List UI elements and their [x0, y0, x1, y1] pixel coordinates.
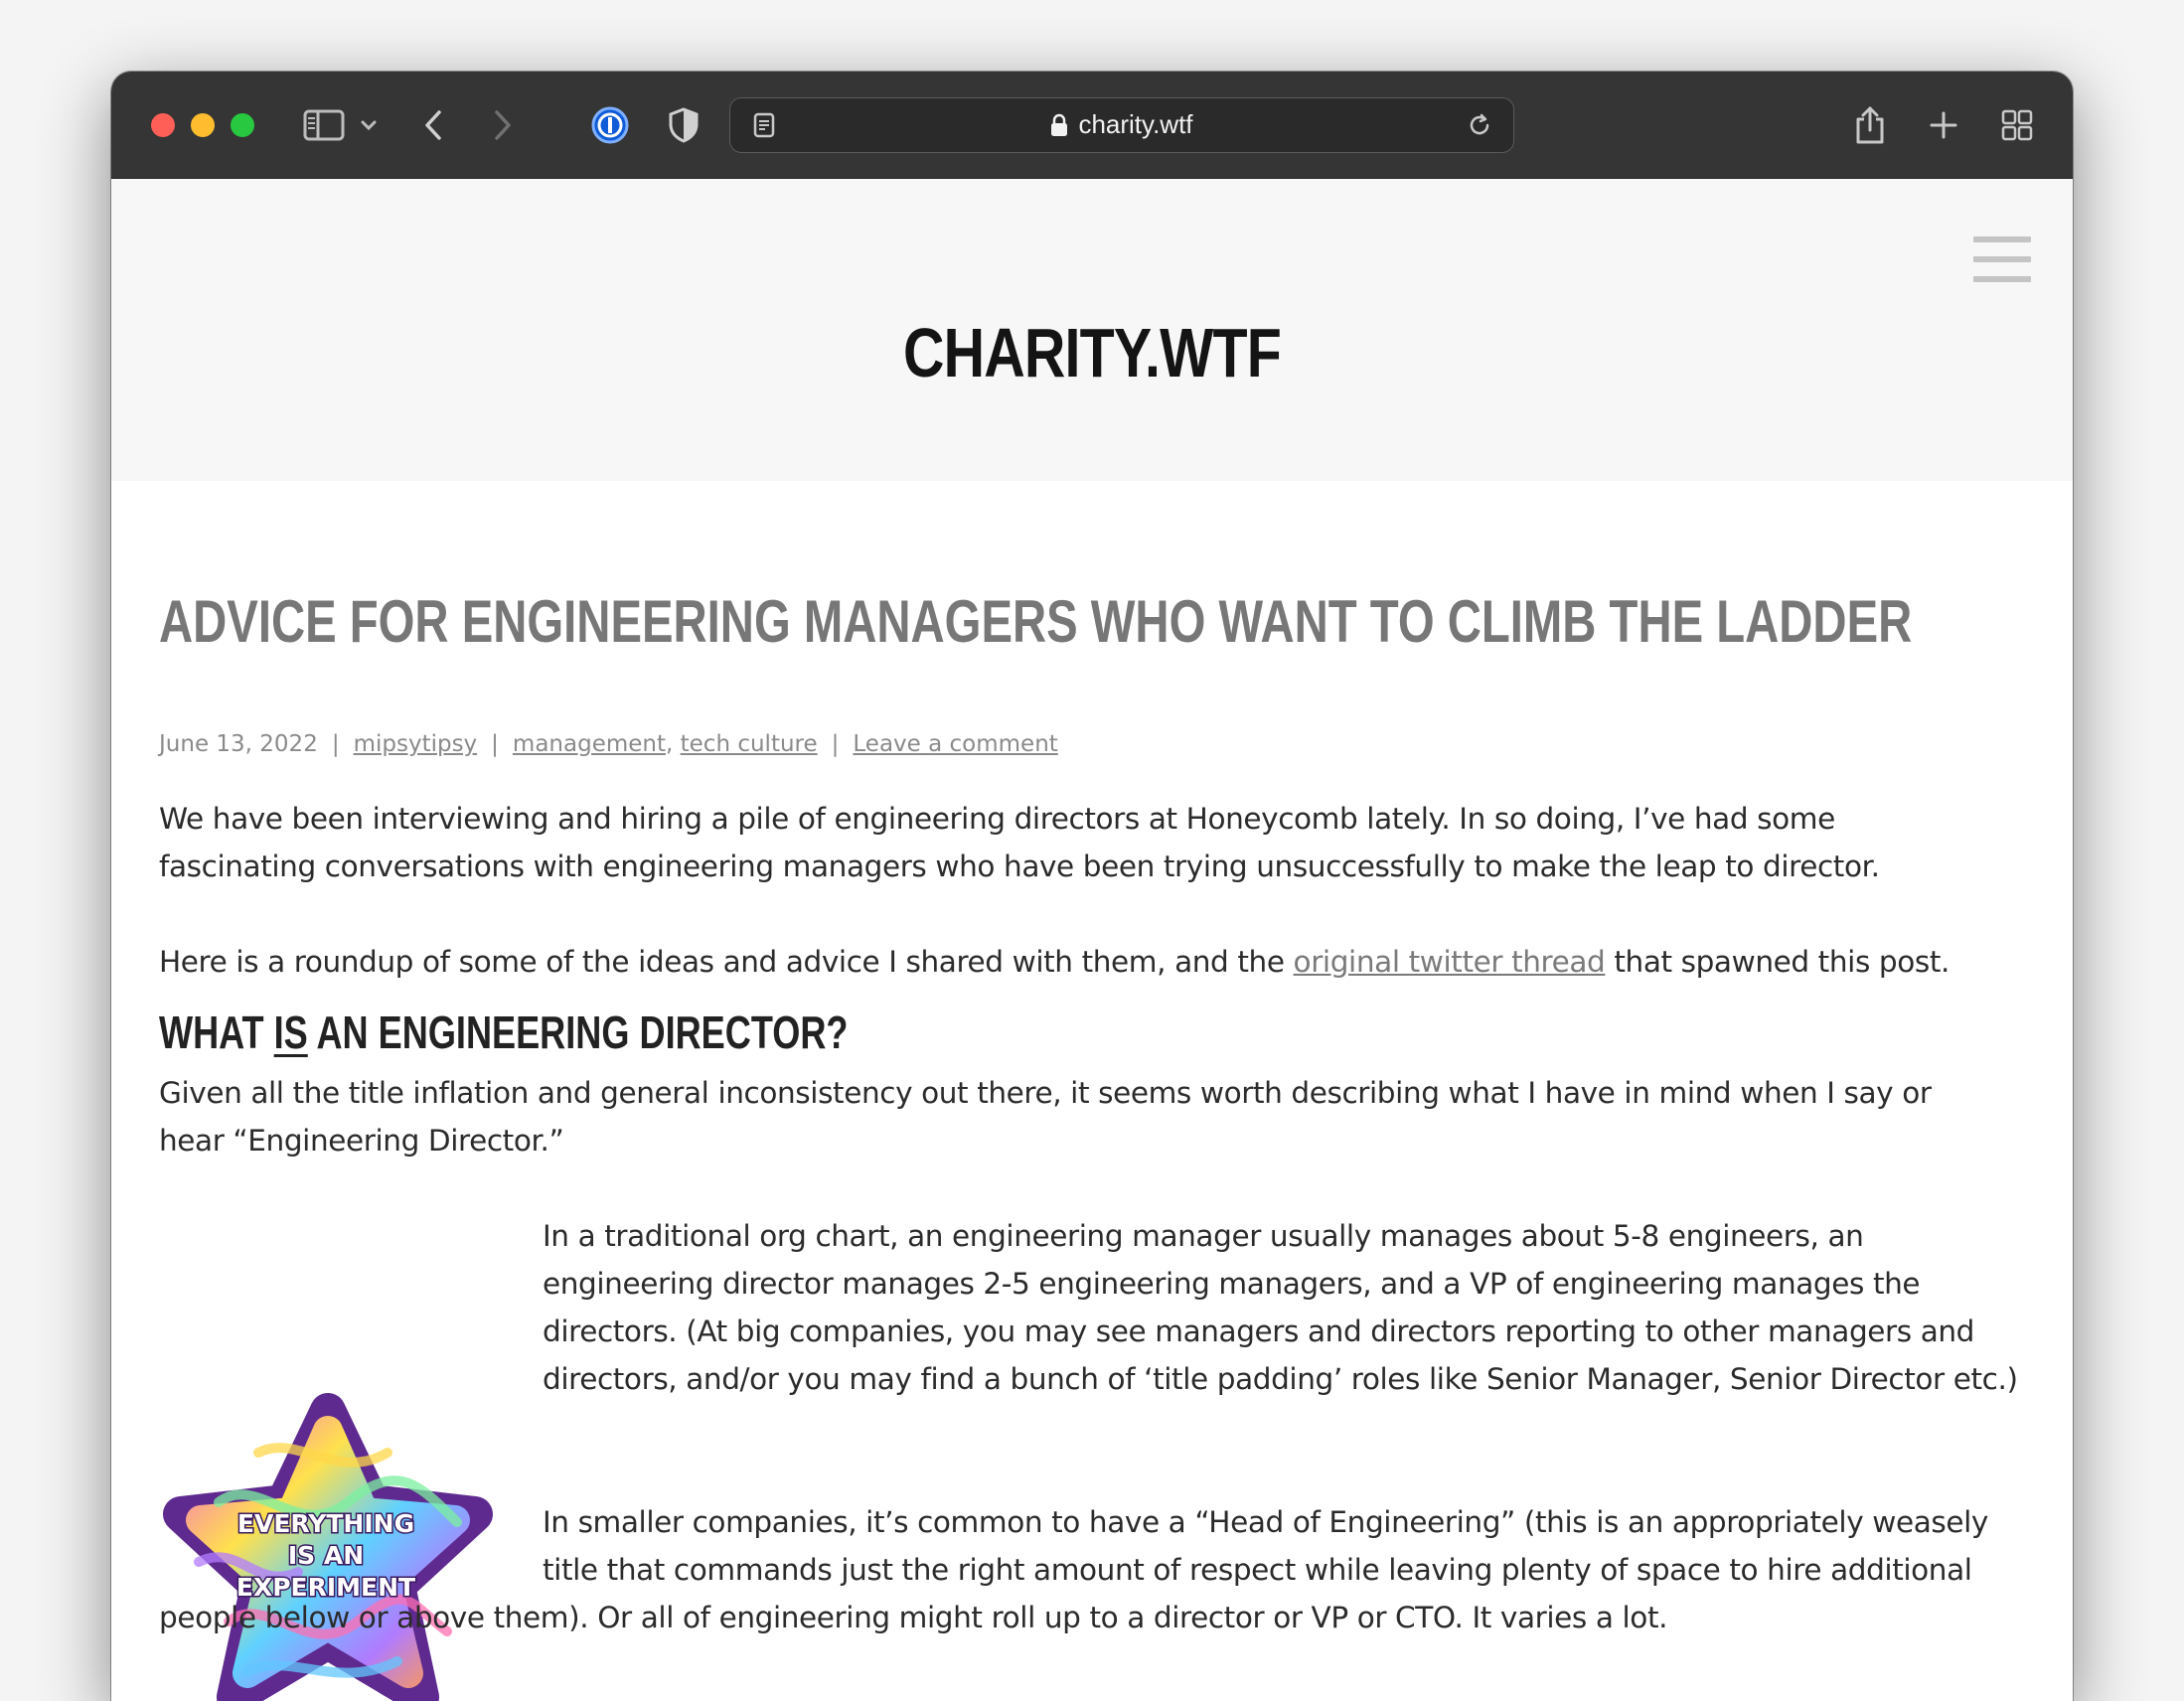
- tab-overview-icon[interactable]: [1993, 101, 2041, 149]
- smaller-companies-line-1: In smaller companies, it’s common to have a “Head of Engineering” (this is an appropriately weasely: [543, 1505, 1988, 1539]
- site-header: [111, 179, 2073, 481]
- browser-toolbar: [111, 72, 2073, 179]
- section-heading: WHAT IS AN ENGINEERING DIRECTOR?: [159, 1006, 849, 1058]
- sidebar-toggle-icon[interactable]: [300, 101, 348, 149]
- address-bar[interactable]: [729, 97, 1514, 153]
- org-chart-paragraph: In a traditional org chart, an engineering manager usually manages about 5-8 engineers, an engineering director manages 2-5 engineering managers, and a VP of engineering manages the directors. (At big companies, you may see managers and directors reporting to other managers and directors, and/or you may find a bunch of ‘title padding’ roles like Senior Manager, Senior Director etc.): [543, 1219, 2018, 1396]
- browser-window: [111, 72, 2073, 1701]
- lock-icon: [1050, 113, 1068, 137]
- experiment-sticker-image: [159, 1393, 497, 1701]
- sticker-text-line1: EVERYTHING: [236, 1509, 415, 1538]
- category-link-management[interactable]: management: [512, 731, 666, 757]
- url-text: charity.wtf: [1078, 109, 1193, 139]
- leave-comment-link[interactable]: Leave a comment: [853, 731, 1058, 757]
- smaller-companies-line-3: people below or above them). Or all of engineering might roll up to a director or VP or CTO. It varies a lot.: [159, 1601, 1668, 1634]
- shield-icon[interactable]: [660, 101, 707, 149]
- post-meta: June 13, 2022 | mipsytipsy | management, tech culture | Leave a comment: [159, 731, 1058, 757]
- reload-icon[interactable]: [1456, 101, 1503, 149]
- password-manager-icon[interactable]: [586, 101, 634, 149]
- category-link-tech-culture[interactable]: tech culture: [680, 731, 818, 757]
- smaller-companies-line-2: title that commands just the right amount of respect while leaving plenty of space to hire additional: [543, 1553, 1972, 1587]
- close-window-button[interactable]: [151, 113, 175, 137]
- author-link[interactable]: mipsytipsy: [353, 731, 478, 757]
- sticker-text-line2: IS AN: [287, 1541, 365, 1570]
- sticker-text-line3: EXPERIMENT: [235, 1573, 416, 1602]
- intro-paragraph: We have been interviewing and hiring a pile of engineering directors at Honeycomb lately. In so doing, I’ve had some fascinating conversations with engineering managers who have been trying unsuccessfully to make the leap to director.: [159, 802, 1880, 883]
- site-title[interactable]: CHARITY.WTF: [903, 314, 1281, 391]
- forward-arrow-icon[interactable]: [479, 101, 527, 149]
- zoom-window-button[interactable]: [231, 113, 254, 137]
- director-definition-paragraph: Given all the title inflation and general inconsistency out there, it seems worth describing what I have in mind when I say or hear “Engineering Director.”: [159, 1076, 1932, 1158]
- post-date: June 13, 2022: [159, 731, 318, 757]
- web-page: [111, 179, 2073, 1701]
- minimize-window-button[interactable]: [191, 113, 215, 137]
- chevron-down-icon[interactable]: [355, 101, 383, 149]
- roundup-paragraph: Here is a roundup of some of the ideas and advice I shared with them, and the original twitter thread that spawned this post.: [159, 945, 1950, 979]
- url-display[interactable]: [730, 98, 1513, 151]
- menu-icon[interactable]: [1973, 236, 2031, 286]
- share-icon[interactable]: [1846, 101, 1894, 149]
- twitter-thread-link[interactable]: original twitter thread: [1293, 945, 1606, 979]
- new-tab-icon[interactable]: [1920, 101, 1967, 149]
- post-title[interactable]: ADVICE FOR ENGINEERING MANAGERS WHO WANT TO CLIMB THE LADDER: [159, 588, 1913, 655]
- back-arrow-icon[interactable]: [409, 101, 457, 149]
